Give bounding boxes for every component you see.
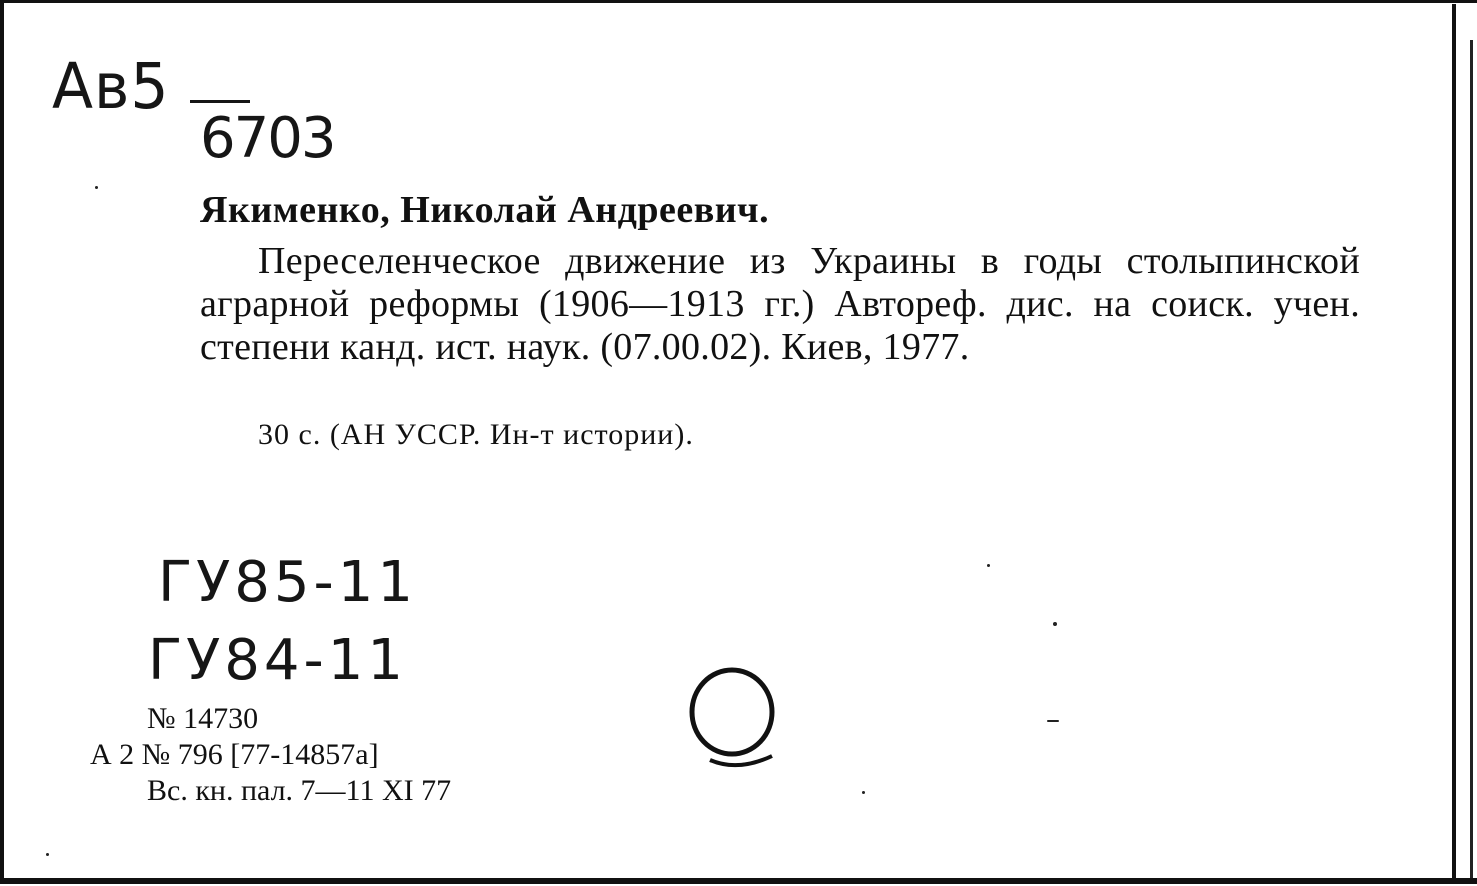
card-border-top: [0, 0, 1477, 3]
title-description: Переселенческое движение из Украины в годы столыпинской аграрной реформы (1906—1913 гг.) Автореф. дис. на соиск. учен. степени канд. ист. наук. (07.00.02). Киев, 1977.: [200, 240, 1360, 368]
author-heading: Якименко, Николай Андреевич.: [200, 189, 770, 231]
registration-number: А 2 № 796 [77-14857а]: [90, 738, 379, 771]
card-border-left: [0, 0, 4, 884]
card-border-right-outer: [1470, 40, 1473, 882]
shelfmark-top: Ав5: [52, 50, 170, 124]
handwritten-code-1: ГУ85-11: [158, 550, 417, 615]
card-border-right: [1452, 4, 1456, 882]
shelfmark-divider: [190, 100, 250, 103]
shelfmark-bottom: 6703: [200, 106, 335, 171]
handwritten-code-2: ГУ84-11: [148, 628, 407, 693]
ink-speck: [1053, 622, 1057, 626]
ink-speck: [862, 791, 865, 794]
ink-speck: [1047, 720, 1059, 722]
card-border-bottom: [0, 878, 1477, 884]
collation-line: 30 с. (АН УССР. Ин-т истории).: [258, 418, 694, 451]
card-number: № 14730: [147, 702, 259, 735]
ink-speck: [95, 186, 98, 189]
ink-speck: [987, 564, 990, 567]
circle-stamp-mark: [688, 664, 780, 768]
ink-speck: [46, 853, 49, 856]
printing-info: Вс. кн. пал. 7—11 XI 77: [147, 774, 452, 807]
